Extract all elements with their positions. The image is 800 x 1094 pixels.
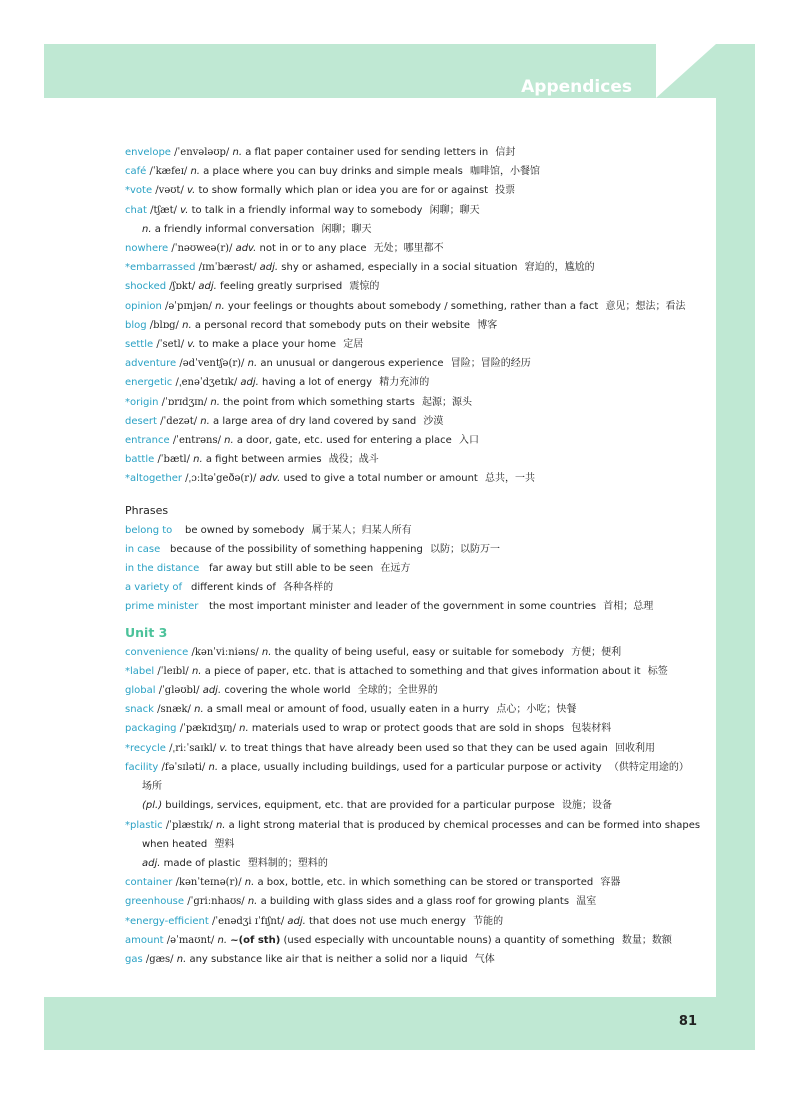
phonetic: /ˌriːˈsaɪkl/ [169,742,217,754]
glossary-entry [125,950,705,969]
definition: a personal record that somebody puts on their website [194,319,471,331]
headword: *recycle [125,742,166,754]
chinese-translation: 气体 [471,953,495,965]
chinese-translation: 战役；战斗 [325,454,379,466]
phrase-entry [125,559,705,578]
phrase-term: prime minister [125,601,199,613]
definition: when heated [142,838,208,850]
chinese-translation: 信封 [492,147,516,158]
glossary-entry [125,835,705,854]
definition: a small meal or amount of food, usually eaten in a hurry [206,704,490,716]
part-of-speech: n. [193,454,203,466]
chinese-translation: 设施；设备 [558,800,612,812]
phonetic: /ˈsetl/ [156,339,185,351]
chinese-translation: 温室 [573,896,597,908]
headword: amount [125,934,164,946]
chinese-translation: 容器 [597,877,621,889]
phonetic: /ˈentrəns/ [172,435,221,447]
phonetic: /əˈpɪnjən/ [165,300,212,312]
phonetic: /ˈenvələʊp/ [174,147,230,158]
glossary-entry [125,912,705,931]
chinese-translation: 入口 [455,435,479,447]
unit-heading: Unit 3 [125,624,168,640]
definition: that does not use much energy [309,915,466,927]
part-of-speech: n. [247,358,258,370]
phonetic: /ˈnəʊweə(r)/ [171,243,233,255]
part-of-speech: adj. [287,915,306,927]
headword: *label [125,665,155,677]
definition: a place where you can buy drinks and simple meals [203,166,463,178]
phonetic: /vəʊt/ [155,185,184,197]
phonetic: /gæs/ [145,953,174,965]
chinese-translation: （供特定用途的） [605,761,689,773]
glossary-entry [125,354,705,373]
glossary-entry [125,681,705,700]
phrase-term: in the distance [125,563,200,575]
headword: convenience [125,646,189,658]
chinese-translation: 塑料制的；塑料的 [244,857,328,869]
definition: a flat paper container used for sending letters in [245,147,489,158]
part-of-speech: n. [190,166,200,178]
part-of-speech: n. [261,646,272,658]
glossary-entry [125,719,705,738]
part-of-speech: adj. [142,857,161,869]
chinese-translation: 意见；想法；看法 [602,300,686,312]
headword: *vote [125,185,153,197]
phrase-definition: the most important minister and leader of the government in some countries [209,601,597,613]
glossary-entry [125,739,705,758]
phonetic: /ˈplæstɪk/ [165,819,213,831]
phonetic: /əˈmaʊnt/ [166,934,215,946]
chinese-translation: 窘迫的，尴尬的 [521,262,595,274]
definition: the point from which something starts [223,396,415,408]
chinese-translation: 投票 [492,185,516,197]
phonetic: /ˈdezət/ [160,415,198,427]
phrase-term: in case [125,543,161,555]
headword: adventure [125,358,177,370]
definition: (used especially with uncountable nouns) a quantity of something [283,934,615,946]
glossary-entry [125,854,705,873]
phonetic: /ʃɒkt/ [169,281,196,293]
part-of-speech: adj. [202,685,222,697]
definition: your feelings or thoughts about somebody / something, rather than a fact [227,300,599,312]
glossary-entry [125,239,705,258]
chinese-translation: 咖啡馆，小餐馆 [466,166,541,178]
entry-list-unit2 [125,143,705,489]
chinese-translation: 标签 [644,665,668,677]
definition: to show formally which plan or idea you are for or against [198,185,488,197]
phonetic: /ɪmˈbærəst/ [198,262,257,274]
glossary-entry [125,892,705,911]
chinese-translation: 包装材料 [568,723,612,735]
glossary-entry [125,796,705,815]
part-of-speech: n. [194,704,204,716]
phonetic: /ˌenəˈdʒetɪk/ [175,377,238,389]
headword: blog [125,319,147,331]
headword: nowhere [125,243,169,255]
part-of-speech: n. [191,665,202,677]
headword: container [125,877,173,889]
definition: any substance like air that is neither a solid nor a liquid [189,953,468,965]
phonetic: /snæk/ [157,704,191,716]
chinese-translation: 闲聊；聊天 [426,204,480,216]
part-of-speech: n. [176,953,187,965]
definition: feeling greatly surprised [220,281,343,293]
chinese-translation: 回收利用 [611,742,655,754]
chinese-translation: 首相；总理 [600,601,654,613]
glossary-content [125,143,705,969]
glossary-entry [125,450,705,469]
part-of-speech: n. [182,319,192,331]
definition: a large area of dry land covered by sand [213,415,417,427]
chinese-translation: 震惊的 [346,281,380,293]
definition: buildings, services, equipment, etc. that are provided for a particular purpose [165,800,555,812]
glossary-entry [125,643,705,662]
part-of-speech: adv. [235,243,257,255]
glossary-entry [125,662,705,681]
glossary-entry [125,335,705,354]
definition: to treat things that have already been used so that they can be used again [230,742,608,754]
page-fold-corner [656,44,716,98]
side-band [716,44,755,1050]
chinese-translation: 博客 [474,319,498,331]
phonetic: /ˈgriːnhaʊs/ [187,896,245,908]
header-band [44,44,755,98]
definition: used to give a total number or amount [283,473,478,485]
phrase-definition: far away but still able to be seen [209,563,374,575]
headword: global [125,685,156,697]
phrase-entry [125,597,705,616]
headword: facility [125,761,159,773]
part-of-speech: n. [200,415,210,427]
phonetic: /kənˈteɪnə(r)/ [175,877,242,889]
definition: having a lot of energy [262,377,373,389]
phonetic: /fəˈsɪləti/ [161,761,206,773]
headword: greenhouse [125,896,185,908]
part-of-speech: n. [224,435,234,447]
usage-pattern: ~(of sth) [230,934,281,946]
part-of-speech: v. [180,204,189,216]
chinese-translation: 属于某人；归某人所有 [308,524,412,536]
part-of-speech: n. [247,896,258,908]
headword: envelope [125,147,171,158]
phrase-definition: be owned by somebody [185,524,305,536]
definition: 场所 [142,781,162,793]
definition: a fight between armies [205,454,322,466]
phrase-term: a variety of [125,582,183,594]
glossary-entry [125,816,705,835]
phrase-entry [125,578,705,597]
definition: shy or ashamed, especially in a social situation [281,262,518,274]
part-of-speech: n. [210,396,220,408]
phrase-definition: different kinds of [191,582,276,594]
glossary-entry [125,316,705,335]
glossary-entry [125,258,705,277]
definition: a door, gate, etc. used for entering a place [236,435,452,447]
phonetic: /ˌɔːltəˈgeðə(r)/ [185,473,257,485]
glossary-entry [125,220,705,239]
phonetic: /ədˈventʃə(r)/ [179,358,245,370]
definition: a friendly informal conversation [154,223,315,235]
chinese-translation: 冒险；冒险的经历 [447,358,531,370]
definition: a light strong material that is produced by chemical processes and can be formed into shapes [228,819,701,831]
glossary-entry [125,873,705,892]
headword: opinion [125,300,162,312]
definition: the quality of being useful, easy or suitable for somebody [274,646,564,658]
definition: a box, bottle, etc. in which something can be stored or transported [257,877,594,889]
phrase-entry [125,521,705,540]
headword: desert [125,415,157,427]
part-of-speech: (pl.) [142,800,163,812]
glossary-entry [125,412,705,431]
definition: made of plastic [163,857,241,869]
headword: *energy-efficient [125,915,209,927]
phonetic: /blɒg/ [149,319,179,331]
definition: covering the whole world [224,685,351,697]
phonetic: /ˈenədʒi ɪˈfɪʃnt/ [211,915,285,927]
glossary-entry [125,162,705,181]
definition: to make a place your home [198,339,337,351]
chinese-translation: 沙漠 [420,415,444,427]
glossary-entry [125,469,705,488]
glossary-entry [125,393,705,412]
entry-list-unit3 [125,643,705,969]
phonetic: /kənˈviːniəns/ [191,646,259,658]
glossary-entry [125,181,705,200]
headword: energetic [125,377,173,389]
phrase-entry [125,540,705,559]
glossary-entry [125,931,705,950]
glossary-entry [125,700,705,719]
chinese-translation: 总共，一共 [481,473,536,485]
glossary-entry [125,431,705,450]
part-of-speech: v. [187,339,196,351]
glossary-entry [125,201,705,220]
glossary-entry [125,373,705,392]
chinese-translation: 闲聊；聊天 [318,223,372,235]
phonetic: /ˈɒrɪdʒɪn/ [161,396,208,408]
headword: *plastic [125,819,163,831]
part-of-speech: v. [187,185,196,197]
phrase-list [125,521,705,617]
part-of-speech: n. [217,934,228,946]
headword: *origin [125,396,159,408]
chinese-translation: 在远方 [377,563,411,575]
part-of-speech: n. [232,147,243,158]
chinese-translation: 以防；以防万一 [426,543,501,555]
page-number: 81 [678,1014,697,1029]
definition: a place, usually including buildings, used for a particular purpose or activity [221,761,602,773]
section-header: Appendices [521,77,632,97]
glossary-entry [125,758,705,777]
chinese-translation: 定居 [340,339,364,351]
part-of-speech: n. [208,761,219,773]
part-of-speech: adj. [259,262,279,274]
chinese-translation: 全球的；全世界的 [354,685,438,697]
part-of-speech: n. [244,877,255,889]
chinese-translation: 无处；哪里都不 [370,243,444,255]
definition: materials used to wrap or protect goods that are sold in shops [251,723,565,735]
chinese-translation: 方便；便利 [567,646,622,658]
glossary-entry [125,297,705,316]
headword: settle [125,339,154,351]
phonetic: /tʃæt/ [150,204,177,216]
headword: café [125,166,147,178]
headword: shocked [125,281,167,293]
headword: chat [125,204,147,216]
headword: *altogether [125,473,182,485]
phrases-heading: Phrases [125,503,169,517]
part-of-speech: n. [142,223,152,235]
phrase-term: belong to [125,524,173,536]
part-of-speech: n. [239,723,249,735]
definition: a piece of paper, etc. that is attached to something and that gives information about it [204,665,641,677]
glossary-entry [125,143,705,162]
glossary-entry [125,277,705,296]
part-of-speech: adj. [198,281,217,293]
footer-band [44,997,755,1050]
headword: battle [125,454,155,466]
phonetic: /ˈkæfeɪ/ [149,166,188,178]
chinese-translation: 塑料 [211,838,235,850]
part-of-speech: adv. [259,473,281,485]
part-of-speech: v. [219,742,228,754]
phrase-definition: because of the possibility of something happening [170,543,423,555]
definition: not in or to any place [259,243,367,255]
headword: snack [125,704,154,716]
chinese-translation: 起源；源头 [418,396,472,408]
phonetic: /ˈbætl/ [157,454,190,466]
chinese-translation: 各种各样的 [279,582,334,594]
phonetic: /ˈpækɪdʒɪŋ/ [179,723,236,735]
chinese-translation: 节能的 [469,915,504,927]
part-of-speech: n. [215,819,226,831]
headword: gas [125,953,143,965]
definition: an unusual or dangerous experience [260,358,444,370]
chinese-translation: 精力充沛的 [376,377,430,389]
part-of-speech: adj. [240,377,259,389]
chinese-translation: 点心；小吃；快餐 [493,704,577,716]
phonetic: /ˈgləʊbl/ [158,685,200,697]
phonetic: /ˈleɪbl/ [157,665,189,677]
headword: *embarrassed [125,262,196,274]
headword: packaging [125,723,177,735]
glossary-entry [125,777,705,796]
chinese-translation: 数量；数额 [618,934,672,946]
part-of-speech: n. [215,300,225,312]
definition: a building with glass sides and a glass roof for growing plants [260,896,570,908]
headword: entrance [125,435,170,447]
definition: to talk in a friendly informal way to somebody [191,204,423,216]
